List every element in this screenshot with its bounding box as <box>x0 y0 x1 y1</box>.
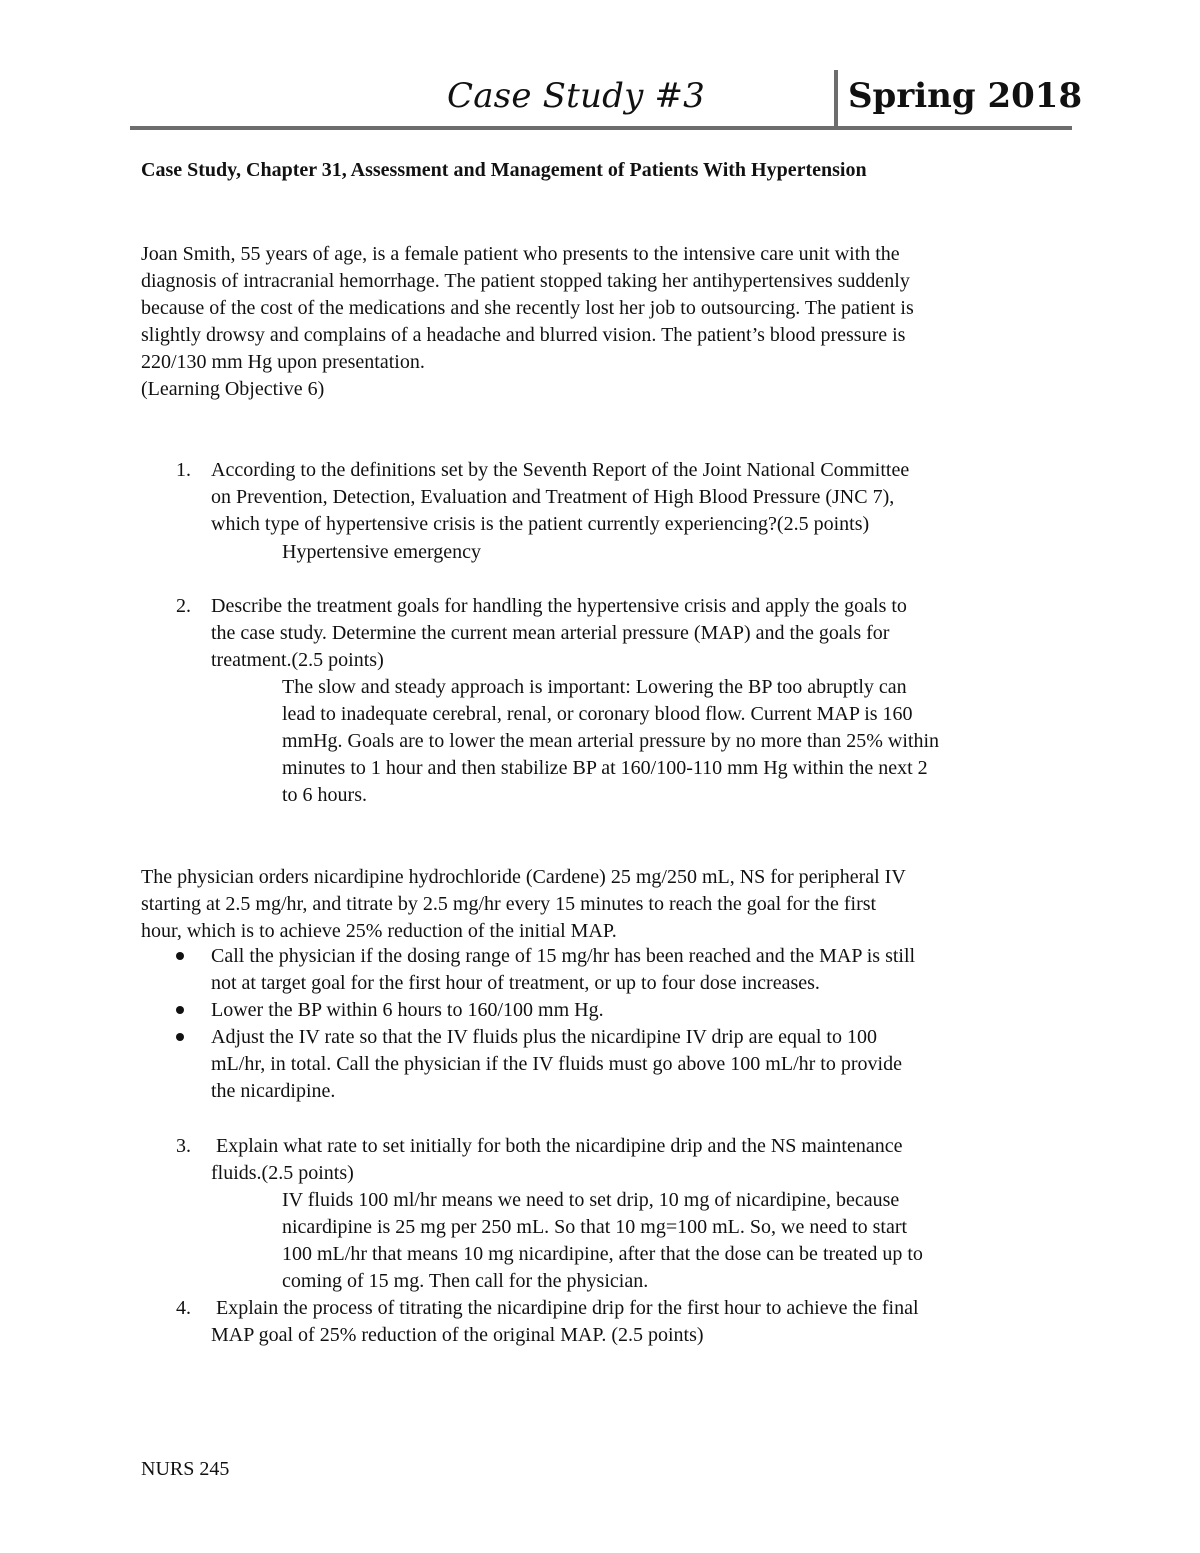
orders-line: The physician orders nicardipine hydrochloride (Cardene) 25 mg/250 mL, NS for peripheral IV <box>141 866 906 888</box>
question-line: fluids.(2.5 points) <box>211 1162 354 1184</box>
orders-line: starting at 2.5 mg/hr, and titrate by 2.5 mg/hr every 15 minutes to reach the goal for the first <box>141 893 877 915</box>
document-header-term: Spring 2018 <box>848 76 1083 116</box>
answer-line: minutes to 1 hour and then stabilize BP at 160/100-110 mm Hg within the next 2 <box>282 757 928 779</box>
question-number: 1. <box>176 459 191 481</box>
bullet-line: not at target goal for the first hour of treatment, or up to four dose increases. <box>211 972 820 994</box>
question-line: on Prevention, Detection, Evaluation and Treatment of High Blood Pressure (JNC 7), <box>211 486 895 508</box>
answer-line: The slow and steady approach is important: Lowering the BP too abruptly can <box>282 676 907 698</box>
header-divider <box>834 70 838 128</box>
question-line: the case study. Determine the current mean arterial pressure (MAP) and the goals for <box>211 622 890 644</box>
answer-line: coming of 15 mg. Then call for the physician. <box>282 1270 649 1292</box>
intro-line: 220/130 mm Hg upon presentation. <box>141 351 425 373</box>
intro-line: Joan Smith, 55 years of age, is a female patient who presents to the intensive care unit with the <box>141 243 900 265</box>
bullet-icon <box>176 1006 184 1014</box>
question-number: 4. <box>176 1297 191 1319</box>
question-line: MAP goal of 25% reduction of the original MAP. (2.5 points) <box>211 1324 704 1346</box>
answer-line: 100 mL/hr that means 10 mg nicardipine, after that the dose can be treated up to <box>282 1243 923 1265</box>
bullet-icon <box>176 952 184 960</box>
answer-line: IV fluids 100 ml/hr means we need to set drip, 10 mg of nicardipine, because <box>282 1189 900 1211</box>
question-line: Describe the treatment goals for handling the hypertensive crisis and apply the goals to <box>211 595 907 617</box>
question-number: 3. <box>176 1135 191 1157</box>
orders-line: hour, which is to achieve 25% reduction of the initial MAP. <box>141 920 617 942</box>
bullet-icon <box>176 1033 184 1041</box>
bullet-line: Call the physician if the dosing range of 15 mg/hr has been reached and the MAP is still <box>211 945 916 967</box>
question-line: which type of hypertensive crisis is the patient currently experiencing?(2.5 points) <box>211 513 870 535</box>
intro-line: (Learning Objective 6) <box>141 378 325 400</box>
answer-line: mmHg. Goals are to lower the mean arterial pressure by no more than 25% within <box>282 730 940 752</box>
intro-line: because of the cost of the medications and she recently lost her job to outsourcing. The patient is <box>141 297 914 319</box>
case-study-heading: Case Study, Chapter 31, Assessment and Management of Patients With Hypertension <box>141 159 867 181</box>
bullet-line: the nicardipine. <box>211 1080 336 1102</box>
question-line: According to the definitions set by the Seventh Report of the Joint National Committee <box>211 459 910 481</box>
answer-line: nicardipine is 25 mg per 250 mL. So that 10 mg=100 mL. So, we need to start <box>282 1216 908 1238</box>
bullet-line: Lower the BP within 6 hours to 160/100 mm Hg. <box>211 999 604 1021</box>
page-footer: NURS 245 <box>141 1458 230 1480</box>
bullet-line: mL/hr, in total. Call the physician if the IV fluids must go above 100 mL/hr to provide <box>211 1053 902 1075</box>
bullet-line: Adjust the IV rate so that the IV fluids plus the nicardipine IV drip are equal to 100 <box>211 1026 877 1048</box>
question-line: Explain what rate to set initially for both the nicardipine drip and the NS maintenance <box>216 1135 903 1157</box>
question-line: Explain the process of titrating the nicardipine drip for the first hour to achieve the final <box>216 1297 919 1319</box>
question-line: treatment.(2.5 points) <box>211 649 384 671</box>
answer-line: Hypertensive emergency <box>282 541 481 563</box>
question-number: 2. <box>176 595 191 617</box>
answer-line: to 6 hours. <box>282 784 367 806</box>
intro-line: diagnosis of intracranial hemorrhage. The patient stopped taking her antihypertensives suddenly <box>141 270 910 292</box>
intro-line: slightly drowsy and complains of a headache and blurred vision. The patient’s blood pressure is <box>141 324 906 346</box>
answer-line: lead to inadequate cerebral, renal, or coronary blood flow. Current MAP is 160 <box>282 703 913 725</box>
document-header-title: Case Study #3 <box>447 76 706 116</box>
header-rule <box>130 126 1072 130</box>
